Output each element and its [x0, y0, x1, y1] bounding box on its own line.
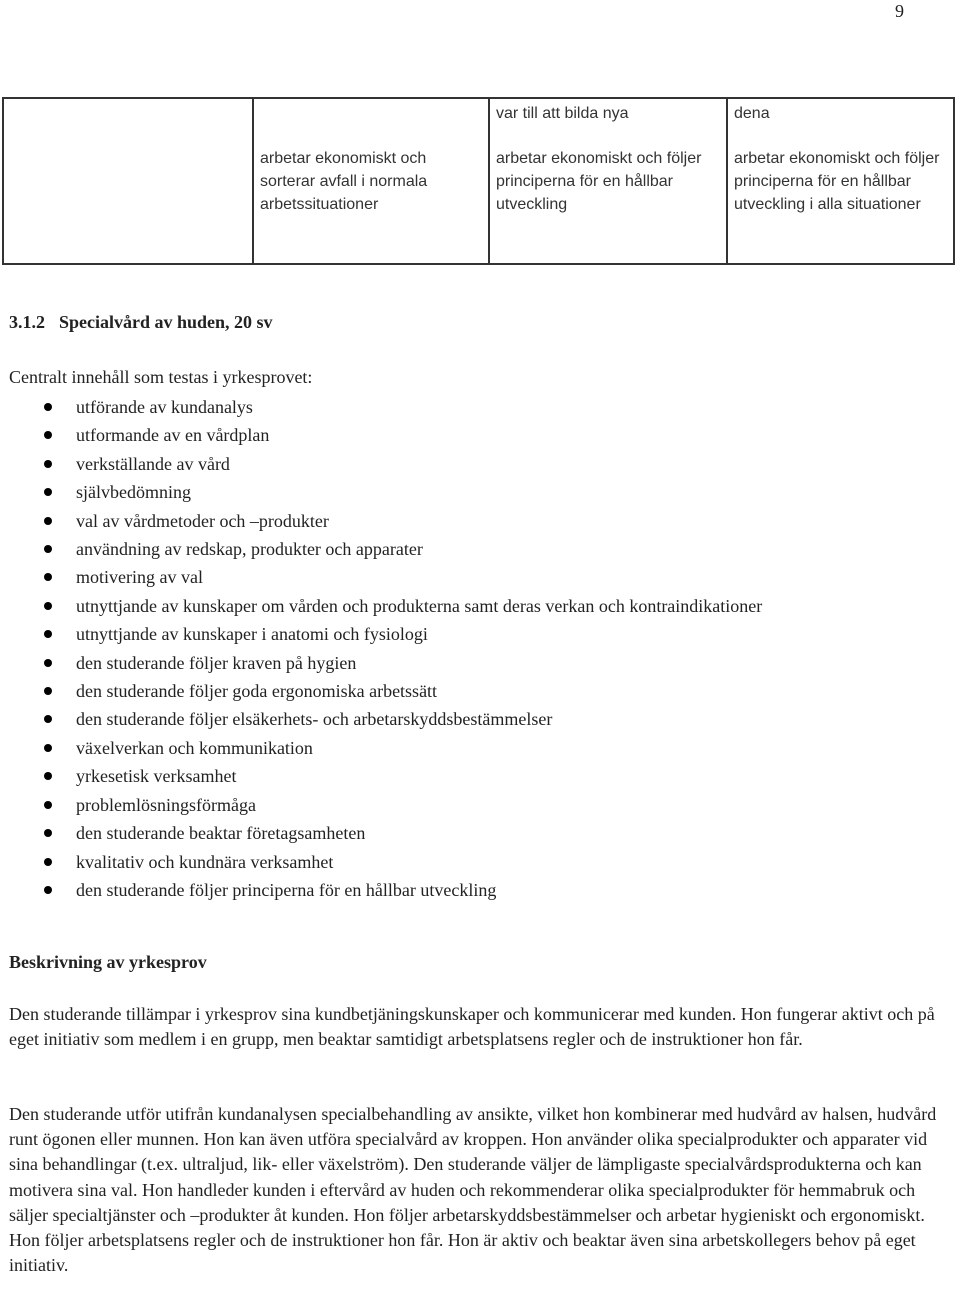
list-item: den studerande följer elsäkerhets- och arbetarskyddsbestämmelser [0, 705, 762, 733]
list-item: problemlösningsförmåga [0, 791, 762, 819]
cell-text: arbetar ekonomiskt och följer principerna för en hållbar utveckling [496, 150, 702, 213]
table-row [3, 98, 954, 264]
content-intro: Centralt innehåll som testas i yrkesprovet: [9, 367, 313, 387]
description-paragraph: Den studerande tillämpar i yrkesprov sina kundbetjäningskunskaper och kommunicerar med kunden. Hon fungerar aktivt och på eget initiativ som medlem i en grupp, men beaktar samtidigt arbetsplatsens regler och de instruktioner hon får. [9, 1004, 935, 1050]
table-cell-level-1 [253, 98, 489, 264]
list-item: den studerande följer principerna för en hållbar utveckling [0, 876, 762, 904]
table-cell-level-2 [489, 98, 727, 264]
description-paragraph: Den studerande utför utifrån kundanalysen specialbehandling av ansikte, vilket hon kombinerar med hudvård av halsen, hudvård runt ögonen eller munnen. Hon kan även utföra specialvård av kroppen. Hon använder olika specialprodukter och apparater vid sina behandlingar (t.ex. ultraljud, lik- eller växelström). Den studerande väljer de lämpligaste specialvårdsprodukterna och kan motivera sina val. Hon handleder kunden i eftervård av huden och rekommenderar olika specialprodukter för hemmabruk och säljer specialtjänster och –produkter åt kunden. Hon följer arbetarskyddsbestämmelser och arbetar hygieniskt och ergonomiskt. Hon följer arbetsplatsens regler och de instruktioner hon får. Hon är aktiv och beaktar även sina arbetskollegers behov på eget initiativ. [9, 1104, 937, 1276]
criteria-table [2, 97, 955, 265]
list-item: den studerande följer kraven på hygien [0, 649, 762, 677]
section-title [9, 312, 273, 333]
table-cell-level-3 [727, 98, 954, 264]
list-item: utformande av en vårdplan [0, 421, 762, 449]
list-item: val av vårdmetoder och –produkter [0, 507, 762, 535]
content-list [0, 393, 762, 904]
list-item: den studerande följer goda ergonomiska arbetssätt [0, 677, 762, 705]
page-number: 9 [895, 1, 904, 21]
description-heading: Beskrivning av yrkesprov [9, 952, 207, 972]
list-item: kvalitativ och kundnära verksamhet [0, 848, 762, 876]
cell-text: arbetar ekonomiskt och sorterar avfall i normala arbetssituationer [260, 150, 428, 213]
table-cell-empty [3, 98, 253, 264]
list-item: användning av redskap, produkter och apparater [0, 535, 762, 563]
list-item: utnyttjande av kunskaper i anatomi och fysiologi [0, 620, 762, 648]
section-number: 3.1.2 [9, 312, 45, 332]
list-item: växelverkan och kommunikation [0, 734, 762, 762]
list-item: motivering av val [0, 563, 762, 591]
cell-text: arbetar ekonomiskt och följer principerna för en hållbar utveckling i alla situationer [734, 150, 940, 213]
list-item: självbedömning [0, 478, 762, 506]
list-item: verkställande av vård [0, 450, 762, 478]
list-item: den studerande beaktar företagsamheten [0, 819, 762, 847]
section-title-text: Specialvård av huden, 20 sv [59, 312, 273, 332]
list-item: yrkesetisk verksamhet [0, 762, 762, 790]
cell-top-text: var till att bilda nya [496, 105, 629, 122]
list-item: utförande av kundanalys [0, 393, 762, 421]
cell-top-text: dena [734, 105, 770, 122]
list-item: utnyttjande av kunskaper om vården och produkterna samt deras verkan och kontraindikationer [0, 592, 762, 620]
cell-top-text [260, 102, 482, 147]
